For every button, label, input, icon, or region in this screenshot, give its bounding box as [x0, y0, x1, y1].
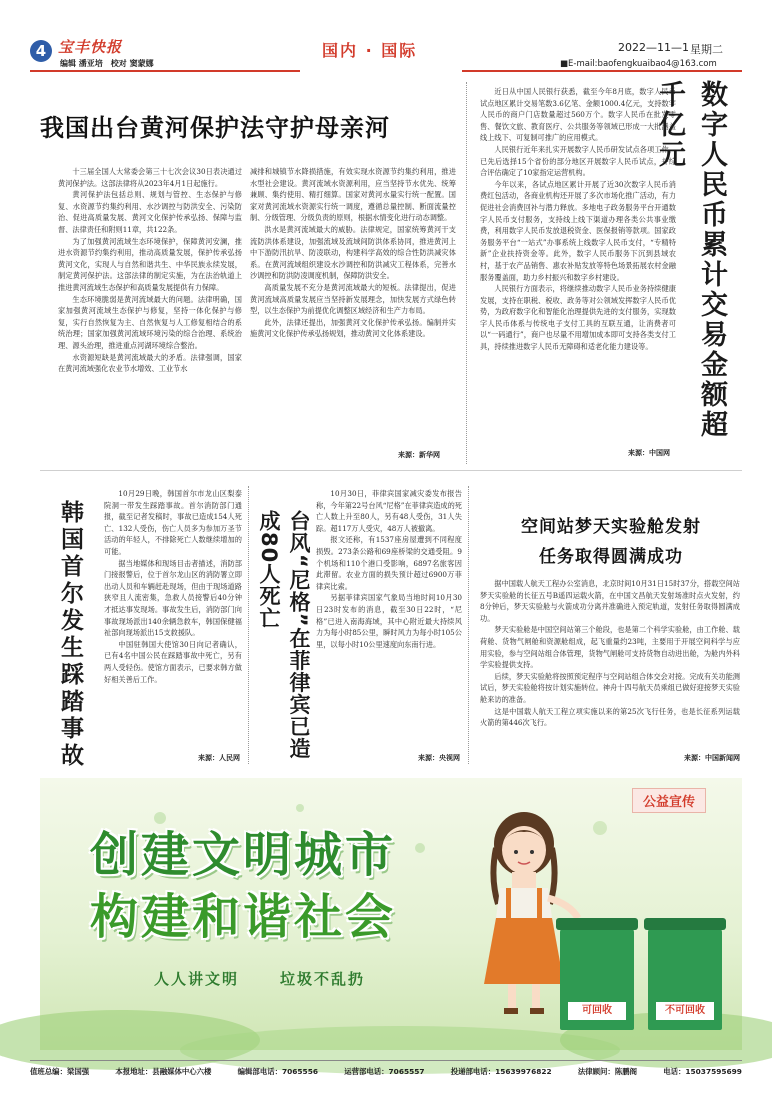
public-service-poster	[40, 778, 742, 1050]
headline-digital-rmb: 数字人民币累计交易金额超千亿元	[654, 80, 727, 440]
article-digital-rmb: 近日从中国人民银行获悉，截至今年8月底，数字人民币试点地区累计交易笔数3.6亿笔、金额1000.4亿元，支持数字人民币的商户门店数量超过560万个。数字人民币在批发零售、餐饮文旅、教育医疗、公共服务等领域已形成一大批涵盖线上线下、可复制可推广的应用模式。 人民银行近年来扎实开展数字人民币研发试点各项工作，已先后选择15个省份的部分地区开展数字人民币试点，并综合评估确定了10家指定运营机构。 今年以来，各试点地区累计开展了近30次数字人民币消费红包活动，各商业机构还开展了多次市场化推广活动，有力促进社会消费回补与潜力释放。多地电子政务服务平台开通数字人民币支付服务，支持线上线下渠道办理各类公共事业缴费，利用数字人民币发放退税资金、医保报销等款项。国家政务服务平台“一站式”办事系统上线数字人民币支付，“专精特新”企业扶持资金等。此外，数字人民币服务下沉到县域农村，基于农产品销售、惠农补贴发放等特色场景拓展农村金融服务覆盖面，助力乡村振兴和数字乡村建设。 人民银行方面表示，将继续推动数字人民币业务持续健康发展，支持在职税、税收、政务等对公领域发挥数字人民币优势，为政府数字化和智能化治理提供先进的支付服务，实现数字人民币体系与传统电子支付工具的互联互通，让消费者可以“一码通行”，商户也尽量不用增加成本即可支持各类支付工具，持续推进数字人民币无障碍和适老化能力建设等。	[480, 87, 676, 352]
footer-delivery-phone: 投递部电话：15639976822	[450, 1067, 552, 1076]
separator-vertical-top	[466, 82, 467, 464]
separator-horizontal-mid	[40, 470, 742, 471]
headline-korea: 韩国首尔发生踩踏事故	[57, 500, 83, 770]
poster-tag: 公益宣传	[632, 788, 706, 813]
separator-typhoon-space	[468, 486, 469, 764]
footer-operations-phone: 运营部电话：7065557	[344, 1067, 425, 1076]
bin-nonrecyclable-label: 不可回收	[656, 1002, 714, 1020]
article-typhoon: 10月30日，菲律宾国家减灾委发布报告称，今年第22号台风“尼格”在菲律宾造成的死亡人数上升至80人，另有48人受伤，31人失踪。超117万人受灾，48万人被撤离。 报文还称，有1537座房屋遭到不同程度损毁。273条公路和69座桥梁的交通受阻。9个机场和110个港口受影响，6897名旅客因此滞留。农业方面的损失预计超过6900万菲律宾比索。 另据菲律宾国家气象局当地时间10月30日23时发布的消息，截至30日22时，“尼格”已进入南海海域，其中心附近最大持续风力为每小时85公里，瞬时风力为每小时105公里，以每小时10公里速度向东南行进。	[316, 489, 462, 649]
editor-credits: 编辑 潘亚培 校对 窦蒙娜	[60, 59, 154, 68]
footer	[30, 1066, 742, 1077]
article-yellow-river-col1: 十三届全国人大常委会第三十七次会议30日表决通过黄河保护法。这部法律将从2023年4月1日起施行。 黄河保护法包括总则、规划与管控、生态保护与修复、水资源节约集约利用、水沙调控与防洪安全、污染防治、促进高质量发展、黄河文化保护传承弘扬、保障与监督、法律责任和附则11章，共122条。 为了加强黄河流域生态环境保护，保障黄河安澜，推进水资源节约集约利用，推动高质量发展，保护传承弘扬黄河文化，实现人与自然和谐共生、中华民族永续发展，制定黄河保护法。这部法律的制定实施，为在法治轨道上推进黄河流域生态保护和高质量发展提供有力保障。 生态环境脆弱是黄河流域最大的问题。法律明确，国家加强黄河流域生态保护与修复，坚持一体化保护与修复，实行自然恢复为主、自然恢复与人工修复相结合的系统治理；国家加强黄河流域环境污染的综合治理、系统治理、源头治理，推进重点河湖环境综合整治。 水资源短缺是黄河流域最大的矛盾。法律强调，国家在黄河流域强化农业节水增效、工业节水	[58, 167, 242, 374]
paper-name-logo: 宝丰快报	[58, 38, 123, 56]
source-digital-rmb: 来源：中国网	[628, 449, 670, 457]
separator-korea-typhoon	[248, 486, 249, 764]
footer-rule	[30, 1060, 742, 1061]
page-number-badge: 4	[30, 40, 52, 62]
source-space: 来源：中国新闻网	[684, 754, 740, 762]
section-title: 国内 · 国际	[322, 41, 418, 60]
headline-space-line2: 任务取得圆满成功	[539, 547, 683, 567]
source-typhoon: 来源：央视网	[418, 754, 460, 762]
headline-space-line1: 空间站梦天实验舱发射	[521, 517, 701, 537]
headline-typhoon: 台风“尼格”在菲律宾已造成80人死亡	[257, 510, 311, 760]
poster-slogan2: 垃圾不乱扔	[280, 970, 366, 988]
source-yellow-river: 来源：新华网	[398, 451, 440, 459]
article-space: 据中国载人航天工程办公室消息，北京时间10月31日15时37分，搭载空间站梦天实验舱的长征五号B遥四运载火箭，在中国文昌航天发射场准时点火发射，约8分钟后，梦天实验舱与火箭成功分离并准确进入预定轨道，发射任务取得圆满成功。 梦天实验舱是中国空间站第三个舱段，也是第二个科学实验舱，由工作舱、载荷舱、货物气闸舱和资源舱组成，起飞重量约23吨，主要用于开展空间科学与应用实验，参与空间站组合体管理，货物气闸舱可支持货物自动进出舱，为舱内外科学实验提供支持。 后续，梦天实验舱将按照预定程序与空间站组合体交会对接。完成有关功能测试后，梦天实验舱将按计划实施转位。神舟十四号航天员乘组已做好迎接梦天实验舱来访的准备。 这是中国载人航天工程立项实施以来的第25次飞行任务，也是长征系列运载火箭的第446次飞行。	[480, 579, 740, 728]
footer-legal-advisor: 法律顾问：陈鹏阁	[577, 1067, 637, 1076]
headline-yellow-river: 我国出台黄河保护法守护母亲河	[40, 114, 390, 142]
footer-phone: 电话：15037595699	[663, 1067, 742, 1076]
bin-recyclable	[560, 928, 634, 1030]
bin-recyclable-label: 可回收	[568, 1002, 626, 1020]
poster-line2: 构建和谐社会	[90, 889, 397, 945]
article-korea: 10月29日晚，韩国首尔市龙山区梨泰院洞一带发生踩踏事故。首尔消防部门通报，截至记者发稿时，事故已造成154人死亡、132人受伤，伤亡人员多为参加万圣节活动的年轻人，不排除死亡人数继续增加的可能。 据当地媒体和现场目击者描述，消防部门接报警后，位于首尔龙山区的消防署立即出动人员和车辆赶赴现场，但由于现场道路狭窄且人流密集，急救人员接警后40分钟才抵达事发现场。事故发生后，消防部门向事故现场派出140余辆急救车，韩国保健福祉部向现场派出15支救援队。 中国驻韩国大使馆30日向记者确认，已有4名中国公民在踩踏事故中死亡，另有两人受轻伤。使馆方面表示，已要求韩方做好相关善后工作。	[104, 489, 242, 684]
footer-editorial-phone: 编辑部电话：7065556	[237, 1067, 318, 1076]
issue-date: 2022—11—1	[618, 41, 689, 54]
source-korea: 来源：人民网	[198, 754, 240, 762]
header-rule-right	[462, 70, 742, 72]
footer-chief-editor: 值班总编：梁国强	[30, 1067, 90, 1076]
bin-nonrecyclable	[648, 928, 722, 1030]
masthead	[0, 0, 772, 70]
article-yellow-river-col2: 减排和城镇节水降损措施，有效实现水资源节约集约利用，推进水型社会建设。黄河流域水资源利用，应当坚持节水优先、统筹兼顾、集约使用、精打细算。国家对黄河水量实行统一配置。国家对黄河流域水资源实行统一调度，遵循总量控制、断面流量控制、分级管理、分级负责的原则，根据水情变化进行动态调整。 洪水是黄河流域最大的威胁。法律规定，国家统筹黄河干支流防洪体系建设，加强流域及流域间防洪体系协同，推进黄河上中下游防汛抗旱、防凌联动，构建科学高效的综合性防洪减灾体系。在黄河流域组织建设水沙调控和防洪减灾工程体系，完善水沙调控和防洪防凌调度机制，保障防洪安全。 高质量发展不充分是黄河流域最大的短板。法律提出，促进黄河流域高质量发展应当坚持新发展理念，加快发展方式绿色转型，以生态保护为前提优化调整区域经济和生产力布局。 此外，法律还提出，加强黄河文化保护传承弘扬。编制并实施黄河文化保护传承弘扬规划，推动黄河文化体系建设。	[250, 167, 456, 339]
poster-slogan1: 人人讲文明	[154, 970, 240, 988]
footer-address: 本报地址：县融媒体中心六楼	[115, 1067, 212, 1076]
poster-line1: 创建文明城市	[90, 827, 397, 883]
weekday: 星期二	[690, 43, 723, 56]
email: ■E-mail:baofengkuaibao4@163.com	[560, 59, 717, 69]
header-rule-left	[30, 70, 300, 72]
